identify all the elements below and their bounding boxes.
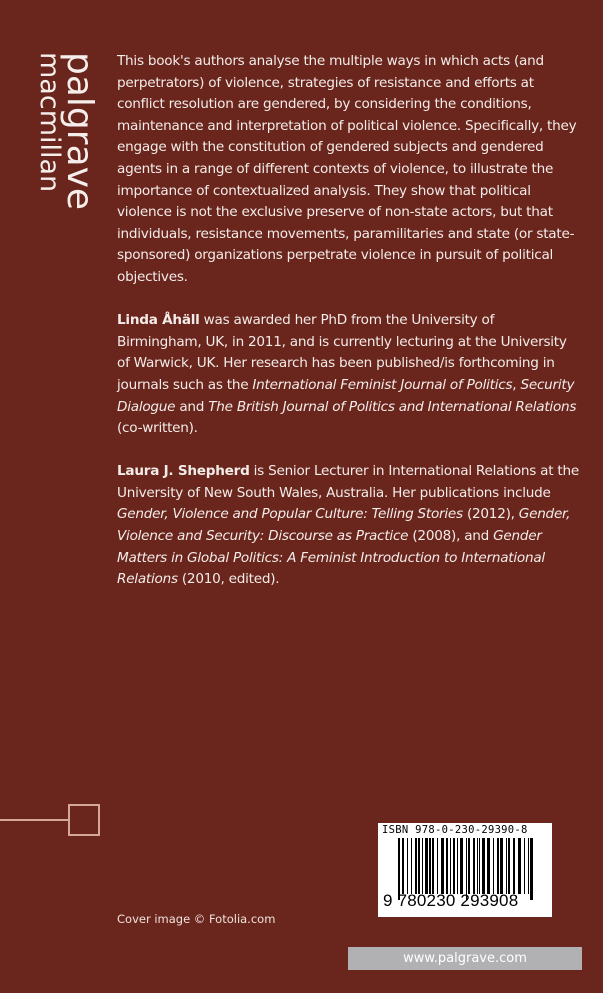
barcode-bar xyxy=(530,838,533,900)
barcode-bar xyxy=(500,838,503,894)
title: The British Journal of Politics and International Relations xyxy=(208,398,577,415)
title: International Feminist Journal of Politics xyxy=(252,376,513,393)
bio-text: (2012), xyxy=(462,506,519,523)
barcode-bar xyxy=(437,838,438,894)
barcode-bar xyxy=(493,838,494,894)
barcode-bar xyxy=(446,838,448,894)
author-bio-1 xyxy=(117,310,579,440)
decorative-square xyxy=(68,804,100,836)
barcode-bar xyxy=(487,838,490,894)
barcode-bar xyxy=(432,838,434,894)
barcode-bar xyxy=(429,838,431,894)
author-name: Linda Åhäll xyxy=(117,312,200,329)
barcode-bar xyxy=(411,838,412,894)
publisher-logo xyxy=(34,52,100,211)
barcode-bar xyxy=(460,838,463,894)
barcode-bar xyxy=(477,838,478,894)
logo-macmillan: macmillan xyxy=(34,52,65,193)
barcode-bar xyxy=(518,838,521,894)
bio-text: was awarded her PhD from the University of Birmingham, UK, in 2011, and is currently lecturing at the University of Warwick, UK. Her research has been published/is forthcoming in journals such as the xyxy=(117,312,567,393)
barcode-bar xyxy=(524,838,525,894)
back-cover-text xyxy=(117,51,579,612)
barcode-bar xyxy=(450,838,451,894)
isbn-text: ISBN 978-0-230-29390-8 xyxy=(382,824,528,836)
cover-credit: Cover image © Fotolia.com xyxy=(117,912,276,926)
barcode-digits: 9 780230 293908 xyxy=(383,891,519,910)
barcode-bar xyxy=(402,838,404,894)
title: Gender, Violence and Security: Discourse as Practice xyxy=(117,506,571,545)
barcode-bar xyxy=(528,838,529,894)
logo-palgrave: palgrave xyxy=(59,52,100,211)
author-name: Laura J. Shepherd xyxy=(117,463,250,480)
bio-text: (co-written). xyxy=(117,420,198,437)
barcode-bar xyxy=(473,838,475,894)
barcode-bar xyxy=(506,838,507,894)
barcode-bar xyxy=(479,838,480,894)
barcode-bar xyxy=(422,838,423,894)
barcode-bar xyxy=(418,838,420,894)
blurb: This book's authors analyse the multiple ways in which acts (and perpetrators) of violence, strategies of resistance and efforts at conflict resolution are gendered, by considering the conditions, maintenance and interpretation of political violence. Specifically, they engage with the constitution of gendered subjects and gendered agents in a range of different contexts of violence, to illustrate the importance of contextualized analysis. They show that political violence is not the exclusive preserve of non-state actors, but that individuals, resistance movements, paramilitaries and state (or state-sponsored) organizations perpetrate violence in pursuit of political objectives. xyxy=(117,53,577,285)
barcode-bar xyxy=(468,838,470,894)
title: Gender Matters in Global Politics: A Feminist Introduction to International Relations xyxy=(117,528,545,588)
title: Security Dialogue xyxy=(117,376,575,415)
isbn-barcode xyxy=(378,823,552,917)
barcode-bar xyxy=(457,838,458,894)
bio-text: is Senior Lecturer in International Relations at the University of New South Wales, Australia. Her publications include xyxy=(117,463,579,501)
author-bio-2 xyxy=(117,461,579,591)
barcode-bar xyxy=(415,838,417,894)
bio-text: and xyxy=(175,398,209,415)
barcode-bar xyxy=(497,838,499,894)
barcode-bar xyxy=(513,838,515,894)
barcode-bar xyxy=(407,838,408,894)
bio-text: , xyxy=(512,376,521,393)
barcode-bar xyxy=(425,838,428,894)
barcode-bar xyxy=(508,838,510,894)
decorative-line xyxy=(0,819,68,821)
barcode-bar xyxy=(453,838,455,894)
barcode-bar xyxy=(482,838,485,894)
bio-text: (2010, edited). xyxy=(177,571,280,588)
barcode-bar xyxy=(441,838,444,894)
website-url[interactable]: www.palgrave.com xyxy=(348,947,582,970)
bio-text: (2008), and xyxy=(408,528,494,545)
title: Gender, Violence and Popular Culture: Telling Stories xyxy=(117,506,463,523)
